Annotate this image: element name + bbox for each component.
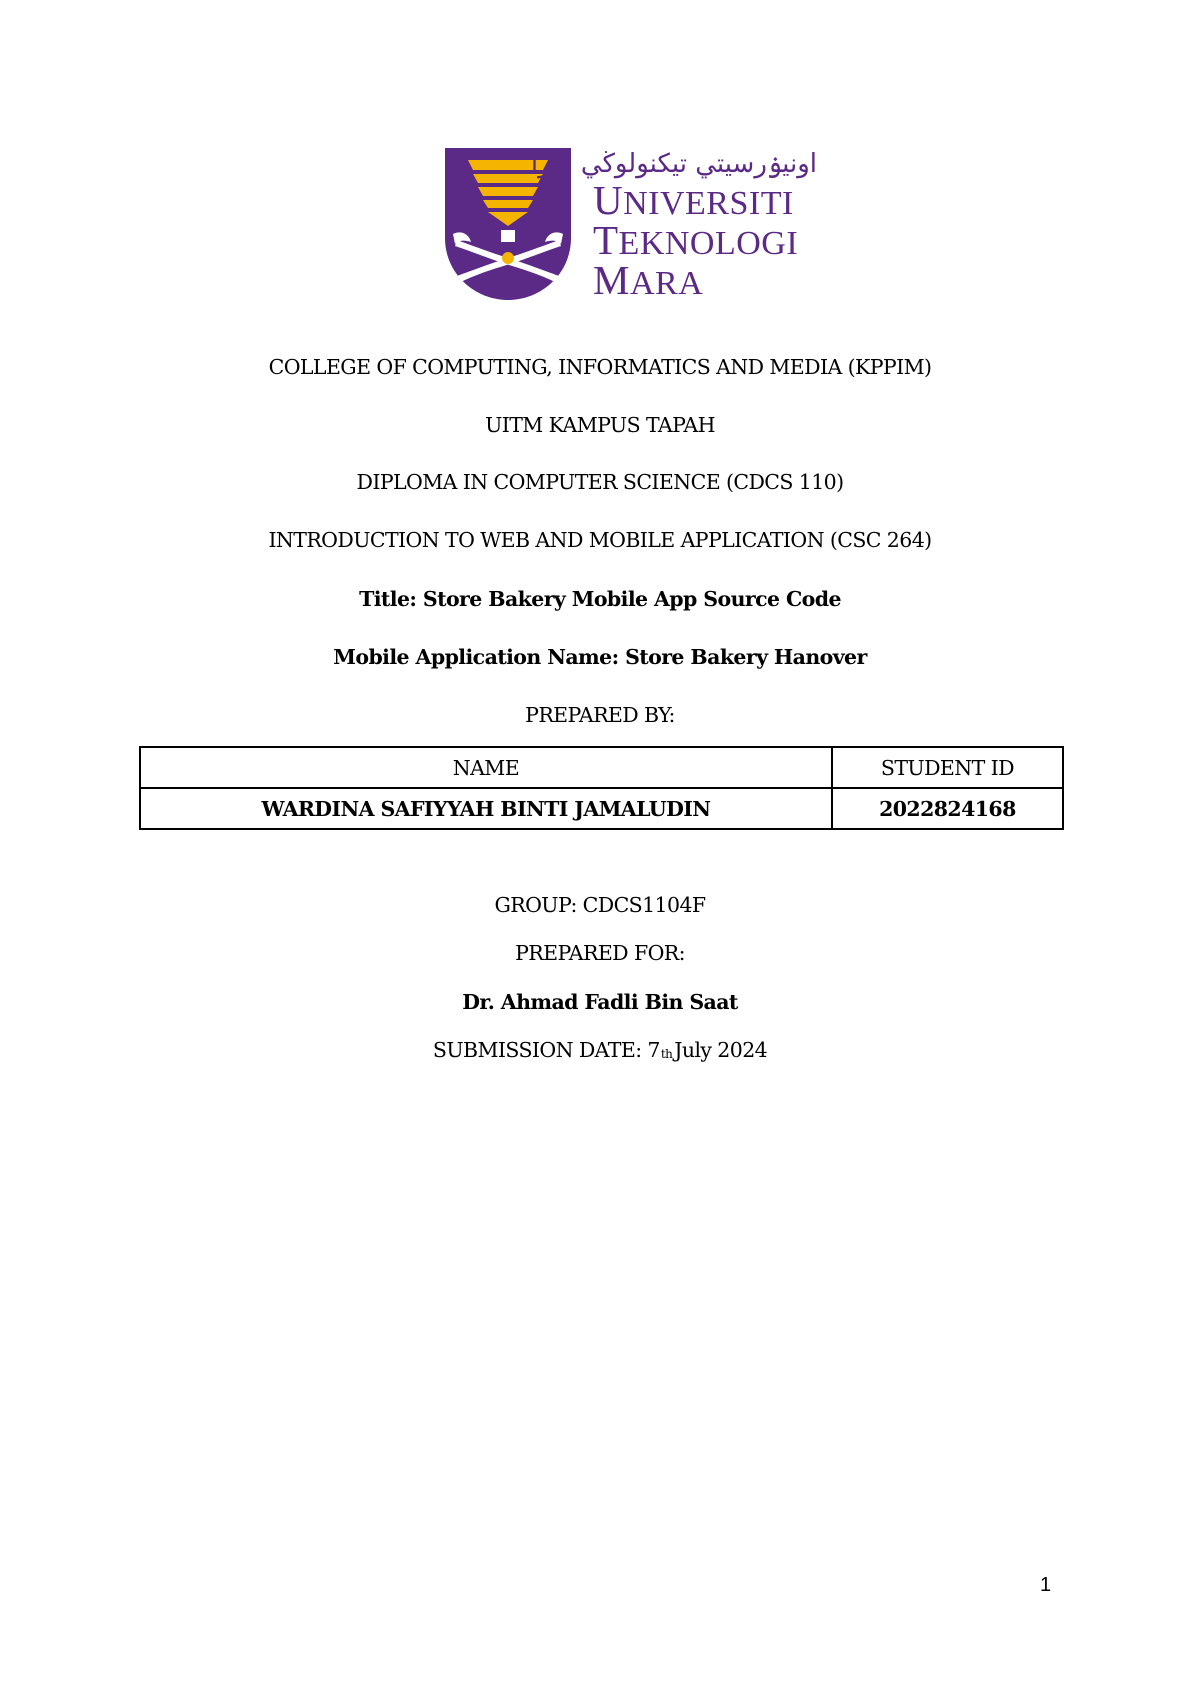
- jawi-script-text: [530, 142, 819, 182]
- college-name: COLLEGE OF COMPUTING, INFORMATICS AND MEDIA (KPPIM): [268, 355, 932, 379]
- wordmark-line-1: UNIVERSITI: [593, 177, 794, 223]
- submission-date: [0, 1038, 1200, 1062]
- uitm-logo: [443, 142, 823, 302]
- student-id-column-header: STUDENT ID: [832, 747, 1063, 788]
- lecturer-name: Dr. Ahmad Fadli Bin Saat: [462, 990, 738, 1014]
- wordmark-line-3: MARA: [593, 257, 704, 303]
- prepared-for-label: PREPARED FOR:: [515, 941, 685, 965]
- submission-date-suffix: th: [660, 1047, 673, 1061]
- table-header-row: [140, 747, 1063, 788]
- table-row: [140, 788, 1063, 829]
- student-table: [139, 746, 1064, 830]
- jawi-text: اونيۏرسيتي تيكنولوڬي مارا: [530, 149, 817, 179]
- name-column-header: NAME: [140, 747, 832, 788]
- group-label: GROUP: CDCS1104F: [494, 893, 706, 917]
- course-name: INTRODUCTION TO WEB AND MOBILE APPLICATION (CSC 264): [268, 528, 932, 552]
- university-wordmark: [593, 177, 833, 303]
- student-id-cell: 2022824168: [832, 788, 1063, 829]
- document-title: Title: Store Bakery Mobile App Source Code: [359, 587, 841, 611]
- submission-date-rest: July 2024: [674, 1038, 768, 1062]
- prepared-by-label: PREPARED BY:: [525, 703, 675, 727]
- page-number: 1: [1040, 1574, 1052, 1596]
- wordmark-line-2: TEKNOLOGI: [593, 217, 799, 263]
- program-name: DIPLOMA IN COMPUTER SCIENCE (CDCS 110): [356, 470, 844, 494]
- campus-name: UITM KAMPUS TAPAH: [485, 413, 715, 437]
- app-name: Mobile Application Name: Store Bakery Hanover: [333, 645, 867, 669]
- submission-date-label: SUBMISSION DATE: 7: [432, 1038, 660, 1062]
- student-name-cell: WARDINA SAFIYYAH BINTI JAMALUDIN: [140, 788, 832, 829]
